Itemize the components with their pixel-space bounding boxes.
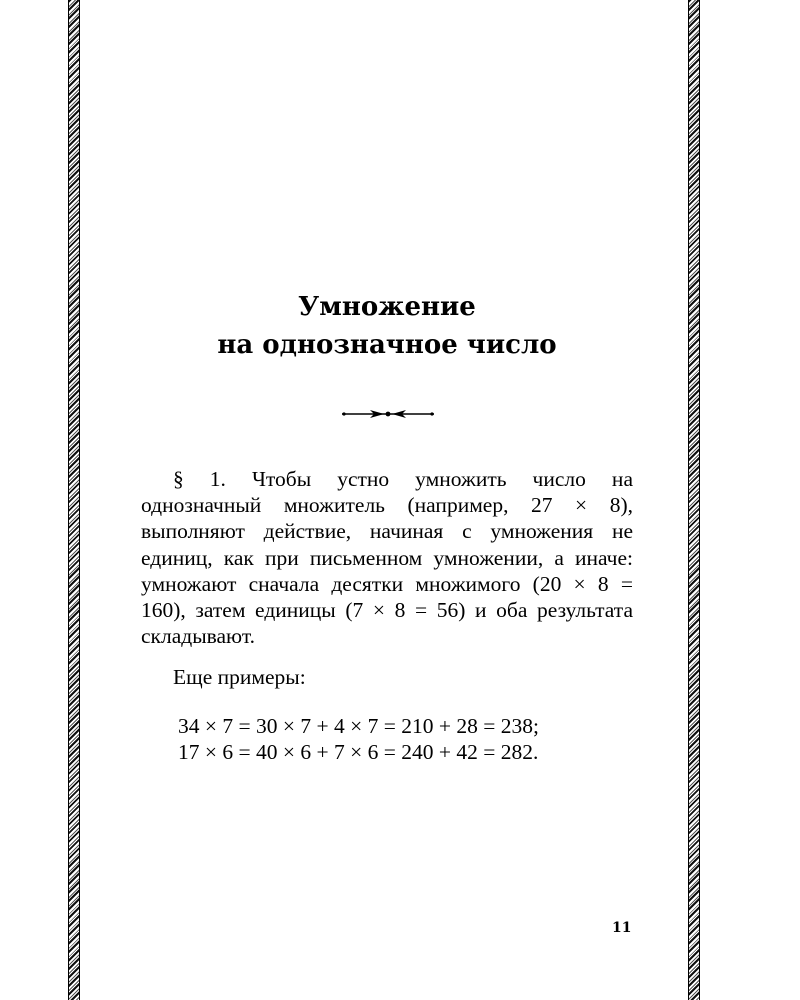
divider-ornament-icon [340, 404, 436, 424]
example-line-1: 34 × 7 = 30 × 7 + 4 × 7 = 210 + 28 = 238; [178, 714, 539, 738]
left-rope-border [68, 0, 80, 1000]
chapter-title [100, 288, 674, 364]
right-rope-border [688, 0, 700, 1000]
page-number: 11 [612, 920, 632, 936]
rule-paragraph [141, 466, 633, 649]
rule-paragraph-text: § 1. Чтобы устно умножить число на однозначный множитель (например, 27 × 8), выполняют действие, начиная с умножения не единиц, как при письменном умножении, а иначе: умножают сначала десятки множимого (20 × 8 = 160), затем единицы (7 × 8 = 56) и оба результата складывают. [141, 467, 633, 649]
example-line-2: 17 × 6 = 40 × 6 + 7 × 6 = 240 + 42 = 282. [178, 740, 539, 764]
examples-list [178, 713, 539, 765]
examples-label: Еще примеры: [173, 665, 306, 689]
chapter-title-line-2: на однозначное число [217, 330, 557, 360]
chapter-title-line-1: Умножение [298, 292, 476, 322]
